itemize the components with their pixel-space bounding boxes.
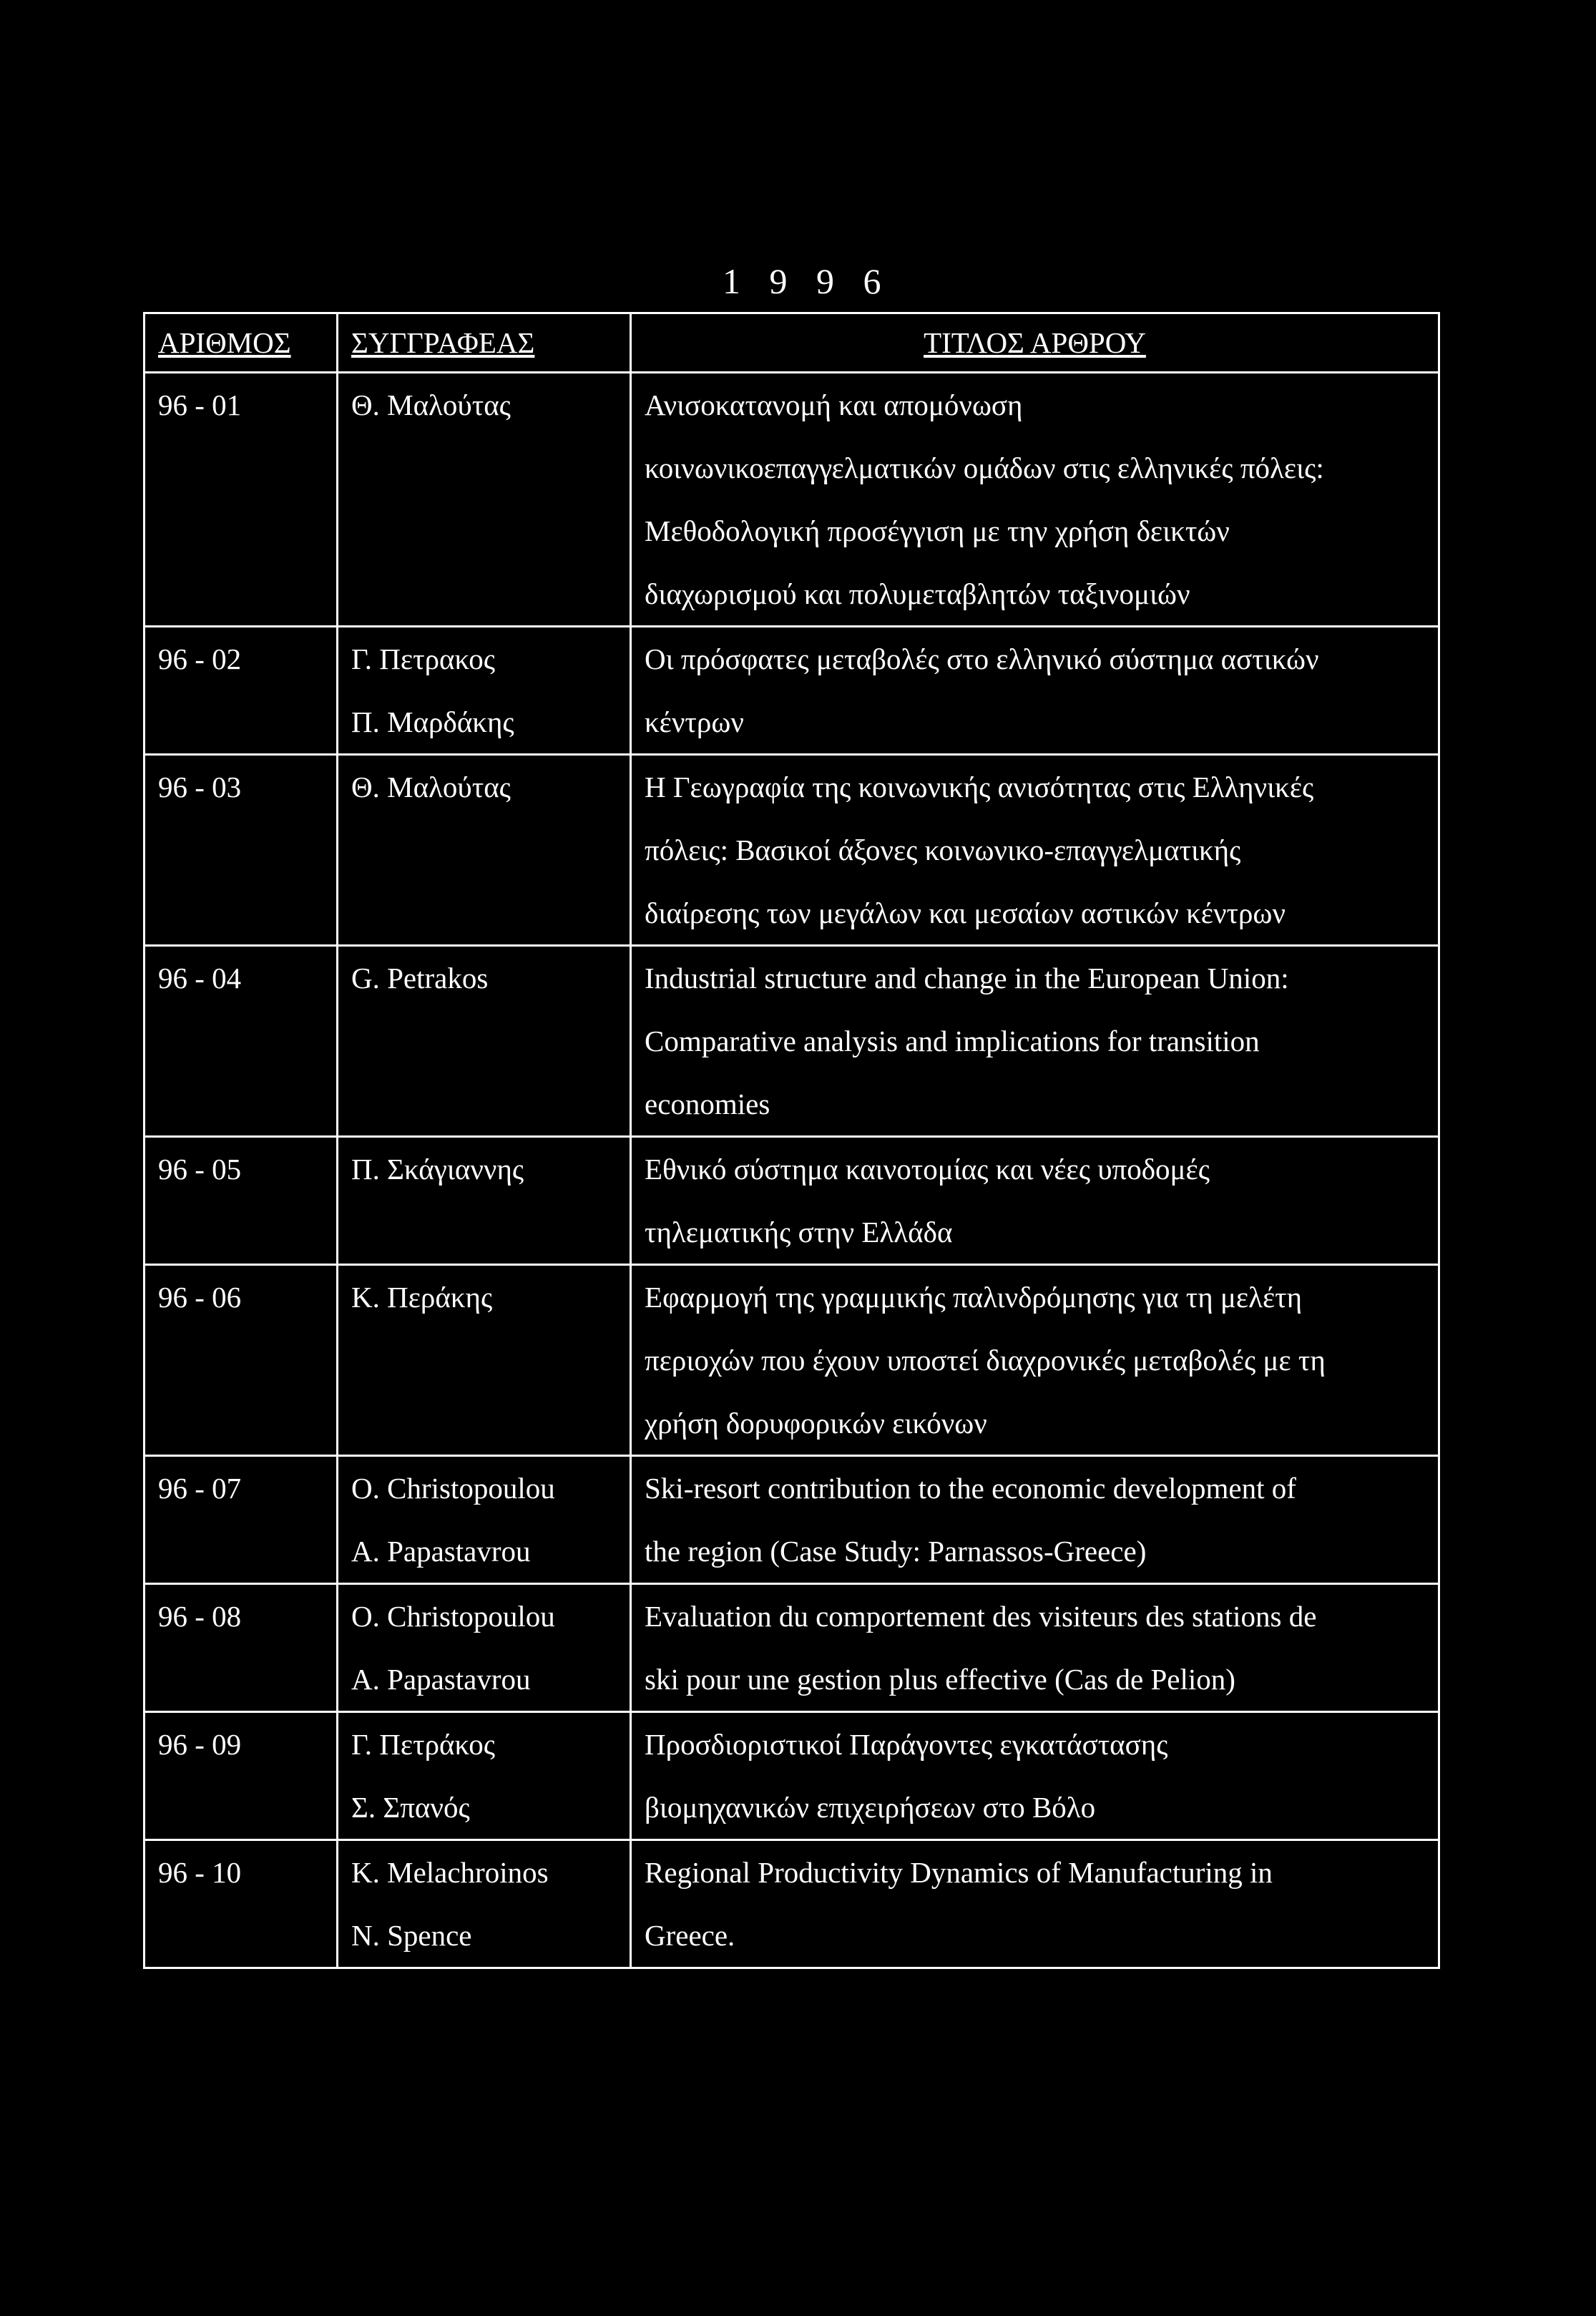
publications-table: [143, 312, 1440, 1969]
table-row: [145, 1840, 1439, 1968]
title-line: κοινωνικοεπαγγελματικών ομάδων στις ελληνικές πόλεις:: [645, 451, 1324, 484]
author-name: N. Spence: [351, 1919, 472, 1952]
paper-authors: [338, 373, 631, 627]
table-row: [145, 755, 1439, 946]
title-line: Προσδιοριστικοί Παράγοντες εγκατάστασης: [645, 1728, 1168, 1761]
table-row: [145, 627, 1439, 755]
paper-authors: [338, 1265, 631, 1456]
table-header-row: [145, 313, 1439, 373]
table-row: [145, 1584, 1439, 1712]
author-name: A. Papastavrou: [351, 1535, 531, 1568]
title-line: διαίρεσης των μεγάλων και μεσαίων αστικών κέντρων: [645, 896, 1286, 929]
table-row: [145, 373, 1439, 627]
title-line: πόλεις: Βασικοί άξονες κοινωνικο-επαγγελματικής: [645, 834, 1241, 866]
author-name: Κ. Περάκης: [351, 1281, 493, 1314]
table-row: [145, 1265, 1439, 1456]
author-name: O. Christopoulou: [351, 1472, 555, 1505]
title-line: the region (Case Study: Parnassos-Greece): [645, 1535, 1147, 1568]
title-line: περιοχών που έχουν υποστεί διαχρονικές μεταβολές με τη: [645, 1344, 1326, 1377]
table-row: [145, 1712, 1439, 1840]
paper-number: 96 - 05: [145, 1137, 338, 1265]
paper-number: 96 - 08: [145, 1584, 338, 1712]
year-heading: 1 9 9 6: [723, 261, 891, 301]
title-line: Greece.: [645, 1919, 735, 1952]
column-header-number: ΑΡΙΘΜΟΣ: [145, 313, 338, 373]
paper-authors: [338, 1137, 631, 1265]
column-header-title: ΤΙΤΛΟΣ ΑΡΘΡΟΥ: [631, 313, 1439, 373]
title-line: Η Γεωγραφία της κοινωνικής ανισότητας στις Ελληνικές: [645, 771, 1314, 803]
author-name: Θ. Μαλούτας: [351, 389, 511, 421]
title-line: χρήση δορυφορικών εικόνων: [645, 1407, 987, 1440]
title-line: ski pour une gestion plus effective (Cas de Pelion): [645, 1663, 1235, 1696]
paper-title: [631, 1456, 1439, 1584]
paper-number: 96 - 06: [145, 1265, 338, 1456]
title-line: Ανισοκατανομή και απομόνωση: [645, 389, 1023, 421]
title-line: Εθνικό σύστημα καινοτομίας και νέες υποδομές: [645, 1153, 1210, 1186]
paper-title: [631, 1712, 1439, 1840]
paper-authors: [338, 627, 631, 755]
author-name: K. Melachroinos: [351, 1856, 549, 1889]
author-name: Θ. Μαλούτας: [351, 771, 511, 803]
paper-authors: [338, 1712, 631, 1840]
title-line: Evaluation du comportement des visiteurs des stations de: [645, 1600, 1317, 1633]
paper-authors: [338, 946, 631, 1137]
paper-number: 96 - 02: [145, 627, 338, 755]
title-line: Ski-resort contribution to the economic development of: [645, 1472, 1296, 1505]
paper-title: [631, 373, 1439, 627]
title-line: Μεθοδολογική προσέγγιση με την χρήση δεικτών: [645, 514, 1230, 547]
paper-authors: [338, 1584, 631, 1712]
title-line: economies: [645, 1088, 770, 1120]
paper-authors: [338, 1456, 631, 1584]
paper-number: 96 - 09: [145, 1712, 338, 1840]
paper-title: [631, 946, 1439, 1137]
paper-title: [631, 627, 1439, 755]
paper-number: 96 - 10: [145, 1840, 338, 1968]
author-name: A. Papastavrou: [351, 1663, 531, 1696]
author-name: Π. Σκάγιαννης: [351, 1153, 524, 1186]
author-name: Γ. Πετρακος: [351, 642, 496, 675]
paper-number: 96 - 07: [145, 1456, 338, 1584]
table-row: [145, 1137, 1439, 1265]
author-name: Γ. Πετράκος: [351, 1728, 496, 1761]
table-row: [145, 1456, 1439, 1584]
author-name: O. Christopoulou: [351, 1600, 555, 1633]
title-line: Οι πρόσφατες μεταβολές στο ελληνικό σύστημα αστικών: [645, 642, 1319, 675]
paper-number: 96 - 03: [145, 755, 338, 946]
paper-number: 96 - 04: [145, 946, 338, 1137]
paper-title: [631, 1840, 1439, 1968]
author-name: Σ. Σπανός: [351, 1791, 470, 1824]
title-line: διαχωρισμού και πολυμεταβλητών ταξινομιών: [645, 577, 1190, 610]
paper-title: [631, 1265, 1439, 1456]
table-body: [145, 373, 1439, 1968]
column-header-authors: ΣΥΓΓΡΑΦΕΑΣ: [338, 313, 631, 373]
author-name: G. Petrakos: [351, 962, 489, 995]
title-line: τηλεματικής στην Ελλάδα: [645, 1216, 953, 1249]
paper-title: [631, 755, 1439, 946]
paper-authors: [338, 755, 631, 946]
title-line: Regional Productivity Dynamics of Manufacturing in: [645, 1856, 1273, 1889]
paper-title: [631, 1584, 1439, 1712]
title-line: Industrial structure and change in the European Union:: [645, 962, 1289, 995]
title-line: Comparative analysis and implications for transition: [645, 1025, 1260, 1057]
title-line: Εφαρμογή της γραμμικής παλινδρόμησης για τη μελέτη: [645, 1281, 1303, 1314]
paper-authors: [338, 1840, 631, 1968]
paper-number: 96 - 01: [145, 373, 338, 627]
table-row: [145, 946, 1439, 1137]
title-line: βιομηχανικών επιχειρήσεων στο Βόλο: [645, 1791, 1096, 1824]
paper-title: [631, 1137, 1439, 1265]
title-line: κέντρων: [645, 705, 744, 738]
author-name: Π. Μαρδάκης: [351, 705, 514, 738]
